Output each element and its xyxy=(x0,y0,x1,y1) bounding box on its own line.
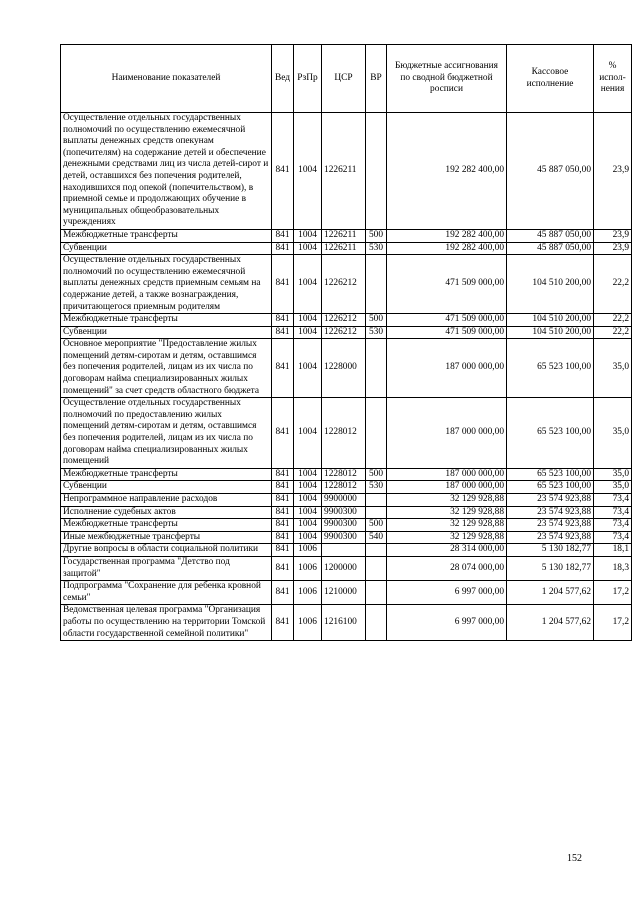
cell-pct: 35,0 xyxy=(594,398,632,469)
table-body xyxy=(61,113,632,641)
header-pct: % испол-нения xyxy=(594,45,632,113)
cell-ved: 841 xyxy=(272,581,294,605)
cell-pct: 22,2 xyxy=(594,314,632,327)
cell-ved: 841 xyxy=(272,398,294,469)
cell-budget: 187 000 000,00 xyxy=(387,468,507,481)
cell-ved: 841 xyxy=(272,605,294,641)
cell-cash: 65 523 100,00 xyxy=(507,468,594,481)
cell-cash: 45 887 050,00 xyxy=(507,242,594,255)
cell-rzpr: 1004 xyxy=(294,314,322,327)
cell-cash: 5 130 182,77 xyxy=(507,556,594,580)
cell-vr xyxy=(366,544,387,557)
cell-pct: 73,4 xyxy=(594,494,632,507)
cell-csr xyxy=(322,544,366,557)
cell-ved: 841 xyxy=(272,326,294,339)
table-row xyxy=(61,314,632,327)
header-cash: Кассовое исполнение xyxy=(507,45,594,113)
cell-budget: 28 074 000,00 xyxy=(387,556,507,580)
cell-csr: 9900300 xyxy=(322,531,366,544)
cell-ved: 841 xyxy=(272,242,294,255)
cell-name: Осуществление отдельных государственных полномочий по осуществлению ежемесячной выплаты денежных средств приемным семьям на содержание детей, а также вознаграждения, причитающегося приемным родителям xyxy=(61,255,272,314)
cell-ved: 841 xyxy=(272,255,294,314)
header-budget: Бюджетные ассигнования по сводной бюджетной росписи xyxy=(387,45,507,113)
cell-name: Исполнение судебных актов xyxy=(61,506,272,519)
cell-vr: 500 xyxy=(366,314,387,327)
table-row xyxy=(61,242,632,255)
cell-pct: 73,4 xyxy=(594,506,632,519)
cell-budget: 187 000 000,00 xyxy=(387,339,507,398)
table-row xyxy=(61,544,632,557)
cell-vr xyxy=(366,605,387,641)
cell-rzpr: 1004 xyxy=(294,481,322,494)
cell-csr: 1228012 xyxy=(322,481,366,494)
cell-budget: 192 282 400,00 xyxy=(387,229,507,242)
cell-rzpr: 1004 xyxy=(294,519,322,532)
cell-budget: 192 282 400,00 xyxy=(387,242,507,255)
cell-pct: 22,2 xyxy=(594,326,632,339)
cell-name: Межбюджетные трансферты xyxy=(61,229,272,242)
cell-budget: 32 129 928,88 xyxy=(387,506,507,519)
cell-vr xyxy=(366,398,387,469)
cell-cash: 104 510 200,00 xyxy=(507,314,594,327)
cell-cash: 45 887 050,00 xyxy=(507,229,594,242)
table-row xyxy=(61,481,632,494)
table-row xyxy=(61,113,632,230)
cell-pct: 73,4 xyxy=(594,519,632,532)
cell-ved: 841 xyxy=(272,519,294,532)
cell-cash: 23 574 923,88 xyxy=(507,531,594,544)
cell-vr: 530 xyxy=(366,481,387,494)
cell-name: Иные межбюджетные трансферты xyxy=(61,531,272,544)
cell-name: Другие вопросы в области социальной политики xyxy=(61,544,272,557)
cell-budget: 32 129 928,88 xyxy=(387,531,507,544)
cell-pct: 17,2 xyxy=(594,581,632,605)
cell-rzpr: 1006 xyxy=(294,556,322,580)
cell-cash: 23 574 923,88 xyxy=(507,519,594,532)
cell-pct: 35,0 xyxy=(594,468,632,481)
cell-csr: 1226211 xyxy=(322,113,366,230)
table-row xyxy=(61,339,632,398)
cell-cash: 5 130 182,77 xyxy=(507,544,594,557)
page-number: 152 xyxy=(567,853,582,864)
cell-vr xyxy=(366,255,387,314)
cell-pct: 23,9 xyxy=(594,242,632,255)
cell-rzpr: 1004 xyxy=(294,326,322,339)
cell-csr: 9900300 xyxy=(322,506,366,519)
table-row xyxy=(61,506,632,519)
cell-rzpr: 1004 xyxy=(294,531,322,544)
cell-cash: 65 523 100,00 xyxy=(507,398,594,469)
table-row xyxy=(61,229,632,242)
cell-pct: 35,0 xyxy=(594,481,632,494)
cell-budget: 192 282 400,00 xyxy=(387,113,507,230)
cell-pct: 17,2 xyxy=(594,605,632,641)
cell-pct: 23,9 xyxy=(594,113,632,230)
cell-name: Межбюджетные трансферты xyxy=(61,519,272,532)
cell-name: Государственная программа "Детство под защитой" xyxy=(61,556,272,580)
table-header-row xyxy=(61,45,632,113)
table-row xyxy=(61,494,632,507)
cell-name: Осуществление отдельных государственных полномочий по осуществлению ежемесячной выплаты денежных средств опекунам (попечителям) на содержание детей и обеспечение денежными средствами лиц из числа детей-сирот и детей, оставшихся без попечения родителей, находившихся под опекой (попечительством), в приемной семье и продолжающих обучение в муниципальных общеобразовательных учреждениях xyxy=(61,113,272,230)
cell-name: Межбюджетные трансферты xyxy=(61,314,272,327)
cell-rzpr: 1004 xyxy=(294,494,322,507)
header-vr: ВР xyxy=(366,45,387,113)
cell-pct: 18,1 xyxy=(594,544,632,557)
header-ved: Вед xyxy=(272,45,294,113)
cell-budget: 187 000 000,00 xyxy=(387,398,507,469)
header-rzpr: РзПр xyxy=(294,45,322,113)
cell-csr: 1226211 xyxy=(322,242,366,255)
cell-csr: 1228012 xyxy=(322,468,366,481)
cell-csr: 1226212 xyxy=(322,314,366,327)
cell-cash: 1 204 577,62 xyxy=(507,581,594,605)
cell-csr: 1200000 xyxy=(322,556,366,580)
cell-csr: 1228000 xyxy=(322,339,366,398)
cell-cash: 1 204 577,62 xyxy=(507,605,594,641)
cell-csr: 9900300 xyxy=(322,519,366,532)
cell-name: Межбюджетные трансферты xyxy=(61,468,272,481)
cell-ved: 841 xyxy=(272,339,294,398)
table-row xyxy=(61,556,632,580)
cell-name: Субвенции xyxy=(61,481,272,494)
cell-cash: 104 510 200,00 xyxy=(507,255,594,314)
cell-name: Осуществление отдельных государственных полномочий по предоставлению жилых помещений детям-сиротам и детям, оставшимся без попечения родителей, лицам из их числа по договорам найма специализированных жилых помещений xyxy=(61,398,272,469)
table-row xyxy=(61,531,632,544)
cell-vr: 530 xyxy=(366,326,387,339)
cell-rzpr: 1006 xyxy=(294,544,322,557)
cell-cash: 23 574 923,88 xyxy=(507,494,594,507)
cell-rzpr: 1004 xyxy=(294,398,322,469)
cell-csr: 1210000 xyxy=(322,581,366,605)
budget-execution-table xyxy=(60,44,632,641)
table-row xyxy=(61,398,632,469)
cell-vr xyxy=(366,113,387,230)
cell-vr: 530 xyxy=(366,242,387,255)
cell-budget: 6 997 000,00 xyxy=(387,581,507,605)
cell-pct: 35,0 xyxy=(594,339,632,398)
cell-pct: 22,2 xyxy=(594,255,632,314)
cell-budget: 471 509 000,00 xyxy=(387,326,507,339)
cell-vr xyxy=(366,494,387,507)
cell-ved: 841 xyxy=(272,314,294,327)
cell-pct: 18,3 xyxy=(594,556,632,580)
cell-csr: 1226212 xyxy=(322,255,366,314)
cell-name: Основное мероприятие "Предоставление жилых помещений детям-сиротам и детям, оставшимся без попечения родителей, лицам из их числа по договорам найма специализированных жилых помещений" за счет средств областного бюджета xyxy=(61,339,272,398)
cell-ved: 841 xyxy=(272,506,294,519)
cell-budget: 471 509 000,00 xyxy=(387,314,507,327)
table-row xyxy=(61,255,632,314)
cell-cash: 23 574 923,88 xyxy=(507,506,594,519)
cell-ved: 841 xyxy=(272,544,294,557)
cell-rzpr: 1004 xyxy=(294,339,322,398)
header-csr: ЦСР xyxy=(322,45,366,113)
cell-vr: 500 xyxy=(366,468,387,481)
cell-ved: 841 xyxy=(272,229,294,242)
cell-budget: 187 000 000,00 xyxy=(387,481,507,494)
cell-rzpr: 1004 xyxy=(294,255,322,314)
cell-cash: 65 523 100,00 xyxy=(507,339,594,398)
header-name: Наименование показателей xyxy=(61,45,272,113)
cell-name: Ведомственная целевая программа "Организация работы по осуществлению на территории Томской области государственной семейной политики" xyxy=(61,605,272,641)
cell-ved: 841 xyxy=(272,468,294,481)
cell-name: Субвенции xyxy=(61,326,272,339)
cell-cash: 104 510 200,00 xyxy=(507,326,594,339)
cell-budget: 28 314 000,00 xyxy=(387,544,507,557)
cell-csr: 1226212 xyxy=(322,326,366,339)
cell-budget: 6 997 000,00 xyxy=(387,605,507,641)
cell-name: Подпрограмма "Сохранение для ребенка кровной семьи" xyxy=(61,581,272,605)
cell-budget: 32 129 928,88 xyxy=(387,519,507,532)
cell-vr: 500 xyxy=(366,229,387,242)
table-row xyxy=(61,581,632,605)
cell-csr: 1216100 xyxy=(322,605,366,641)
cell-vr xyxy=(366,339,387,398)
cell-pct: 23,9 xyxy=(594,229,632,242)
table-row xyxy=(61,519,632,532)
cell-rzpr: 1004 xyxy=(294,468,322,481)
table-row xyxy=(61,605,632,641)
cell-cash: 45 887 050,00 xyxy=(507,113,594,230)
cell-rzpr: 1006 xyxy=(294,605,322,641)
cell-ved: 841 xyxy=(272,494,294,507)
cell-rzpr: 1006 xyxy=(294,581,322,605)
cell-pct: 73,4 xyxy=(594,531,632,544)
cell-vr xyxy=(366,581,387,605)
cell-rzpr: 1004 xyxy=(294,506,322,519)
cell-csr: 1226211 xyxy=(322,229,366,242)
cell-ved: 841 xyxy=(272,531,294,544)
cell-budget: 471 509 000,00 xyxy=(387,255,507,314)
cell-vr: 540 xyxy=(366,531,387,544)
cell-ved: 841 xyxy=(272,556,294,580)
cell-name: Субвенции xyxy=(61,242,272,255)
cell-ved: 841 xyxy=(272,113,294,230)
cell-csr: 9900000 xyxy=(322,494,366,507)
cell-name: Непрограммное направление расходов xyxy=(61,494,272,507)
cell-rzpr: 1004 xyxy=(294,113,322,230)
cell-rzpr: 1004 xyxy=(294,242,322,255)
cell-vr xyxy=(366,506,387,519)
cell-ved: 841 xyxy=(272,481,294,494)
cell-vr xyxy=(366,556,387,580)
cell-rzpr: 1004 xyxy=(294,229,322,242)
cell-csr: 1228012 xyxy=(322,398,366,469)
table-row xyxy=(61,326,632,339)
cell-cash: 65 523 100,00 xyxy=(507,481,594,494)
cell-vr: 500 xyxy=(366,519,387,532)
cell-budget: 32 129 928,88 xyxy=(387,494,507,507)
table-row xyxy=(61,468,632,481)
